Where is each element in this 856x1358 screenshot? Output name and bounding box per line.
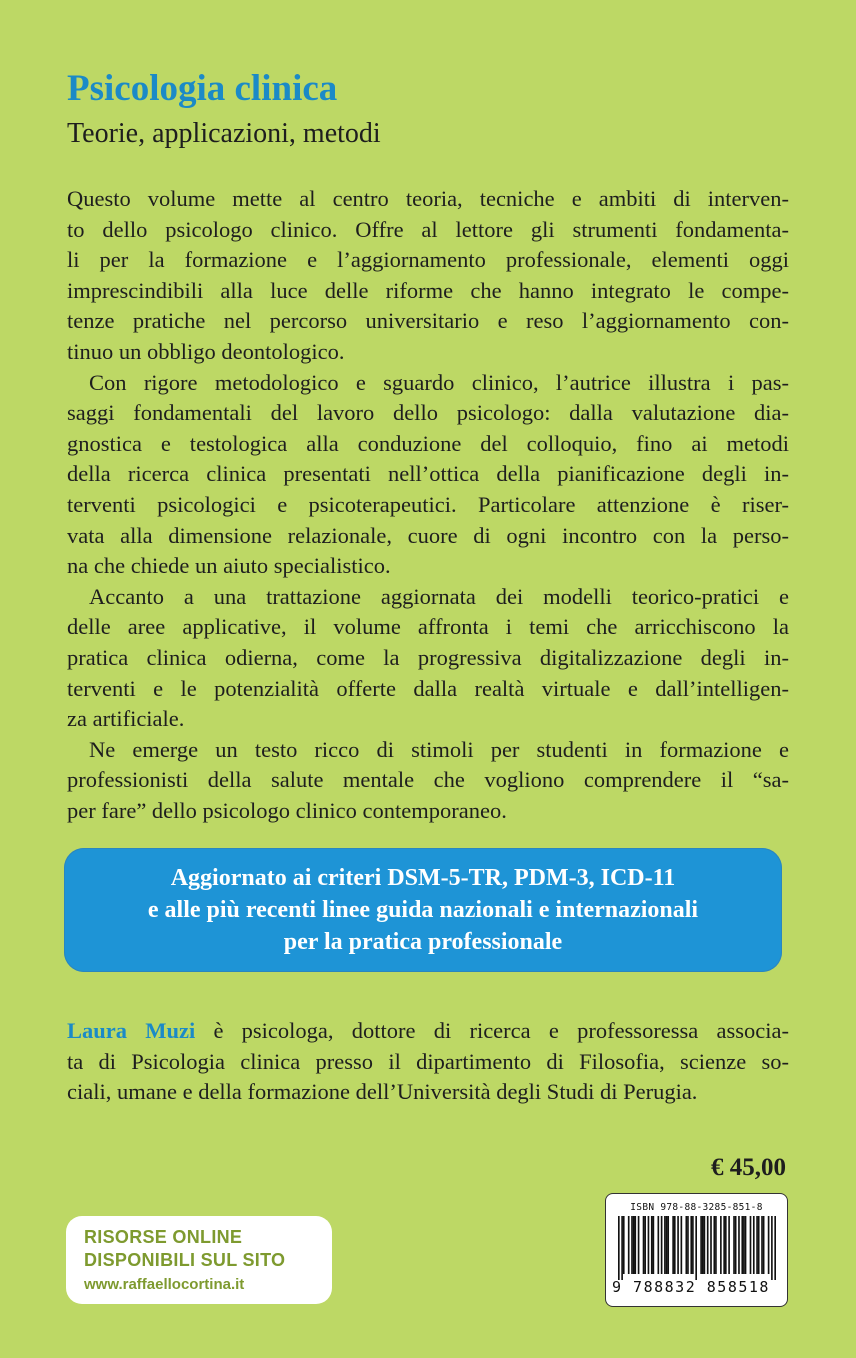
- author-bio-line: ta di Psicologia clinica presso il dipartimento di Filosofia, scienze so-: [67, 1048, 789, 1074]
- price-label: € 45,00: [711, 1154, 786, 1181]
- description-line: pratica clinica odierna, come la progressiva digitalizzazione degli in-: [67, 644, 789, 670]
- description-line: saggi fondamentali del lavoro dello psicologo: dalla valutazione dia-: [67, 400, 789, 426]
- description-line: Accanto a una trattazione aggiornata dei modelli teorico-pratici e: [89, 583, 789, 609]
- online-resources-badge: [66, 1216, 332, 1304]
- publisher-website-link[interactable]: www.raffaellocortina.it: [84, 1276, 245, 1293]
- author-bio-text: è psicologa, dottore di ricerca e professoressa associa-: [195, 1018, 789, 1043]
- description-line: vata alla dimensione relazionale, cuore di ogni incontro con la perso-: [67, 522, 789, 548]
- book-subtitle: Teorie, applicazioni, metodi: [67, 118, 381, 149]
- description-line: professionisti della salute mentale che vogliono comprendere il “sa-: [67, 767, 789, 793]
- online-resources-line: RISORSE ONLINE: [84, 1227, 243, 1247]
- description-line: tenze pratiche nel percorso universitario e reso l’aggiornamento con-: [67, 308, 789, 334]
- book-description: [67, 184, 789, 826]
- barcode-digits: 9 788832 858518: [612, 1278, 770, 1296]
- description-line: na che chiede un aiuto specialistico.: [67, 553, 391, 579]
- description-line: della ricerca clinica presentati nell’ottica della pianificazione degli in-: [67, 461, 789, 487]
- description-line: per fare” dello psicologo clinico contemporaneo.: [67, 797, 507, 823]
- author-bio-line: ciali, umane e della formazione dell’Università degli Studi di Perugia.: [67, 1079, 698, 1105]
- author-bio: [67, 1016, 789, 1108]
- isbn-label: ISBN 978-88-3285-851-8: [630, 1202, 763, 1213]
- isbn-barcode: [605, 1193, 788, 1307]
- description-line: delle aree applicative, il volume affronta i temi che arricchiscono la: [67, 614, 789, 640]
- description-line: imprescindibili alla luce delle riforme che hanno integrato le compe-: [67, 277, 789, 303]
- book-title: Psicologia clinica: [67, 68, 338, 109]
- callout-line: per la pratica professionale: [283, 929, 563, 955]
- description-line: Questo volume mette al centro teoria, tecniche e ambiti di interven-: [67, 186, 789, 211]
- author-name: Laura Muzi: [67, 1018, 196, 1043]
- description-line: Con rigore metodologico e sguardo clinico, l’autrice illustra i pas-: [89, 369, 789, 395]
- description-line: za artificiale.: [67, 706, 185, 732]
- description-line: terventi e le potenzialità offerte dalla realtà virtuale e dall’intelligen-: [67, 675, 789, 701]
- description-line: li per la formazione e l’aggiornamento professionale, elementi oggi: [67, 247, 789, 273]
- description-line: terventi psicologici e psicoterapeutici. Particolare attenzione è riser-: [67, 491, 789, 517]
- update-callout: [64, 848, 782, 972]
- callout-line: Aggiornato ai criteri DSM-5-TR, PDM-3, ICD-11: [170, 865, 676, 891]
- description-line: to dello psicologo clinico. Offre al lettore gli strumenti fondamenta-: [67, 216, 789, 242]
- barcode-icon: [618, 1216, 776, 1280]
- description-line: tinuo un obbligo deontologico.: [67, 338, 345, 364]
- callout-line: e alle più recenti linee guida nazionali e internazionali: [147, 897, 699, 923]
- description-line: Ne emerge un testo ricco di stimoli per studenti in formazione e: [89, 736, 789, 762]
- online-resources-line: DISPONIBILI SUL SITO: [84, 1250, 286, 1270]
- description-line: gnostica e testologica alla conduzione del colloquio, fino ai metodi: [67, 430, 789, 456]
- author-bio-line: [67, 1016, 789, 1047]
